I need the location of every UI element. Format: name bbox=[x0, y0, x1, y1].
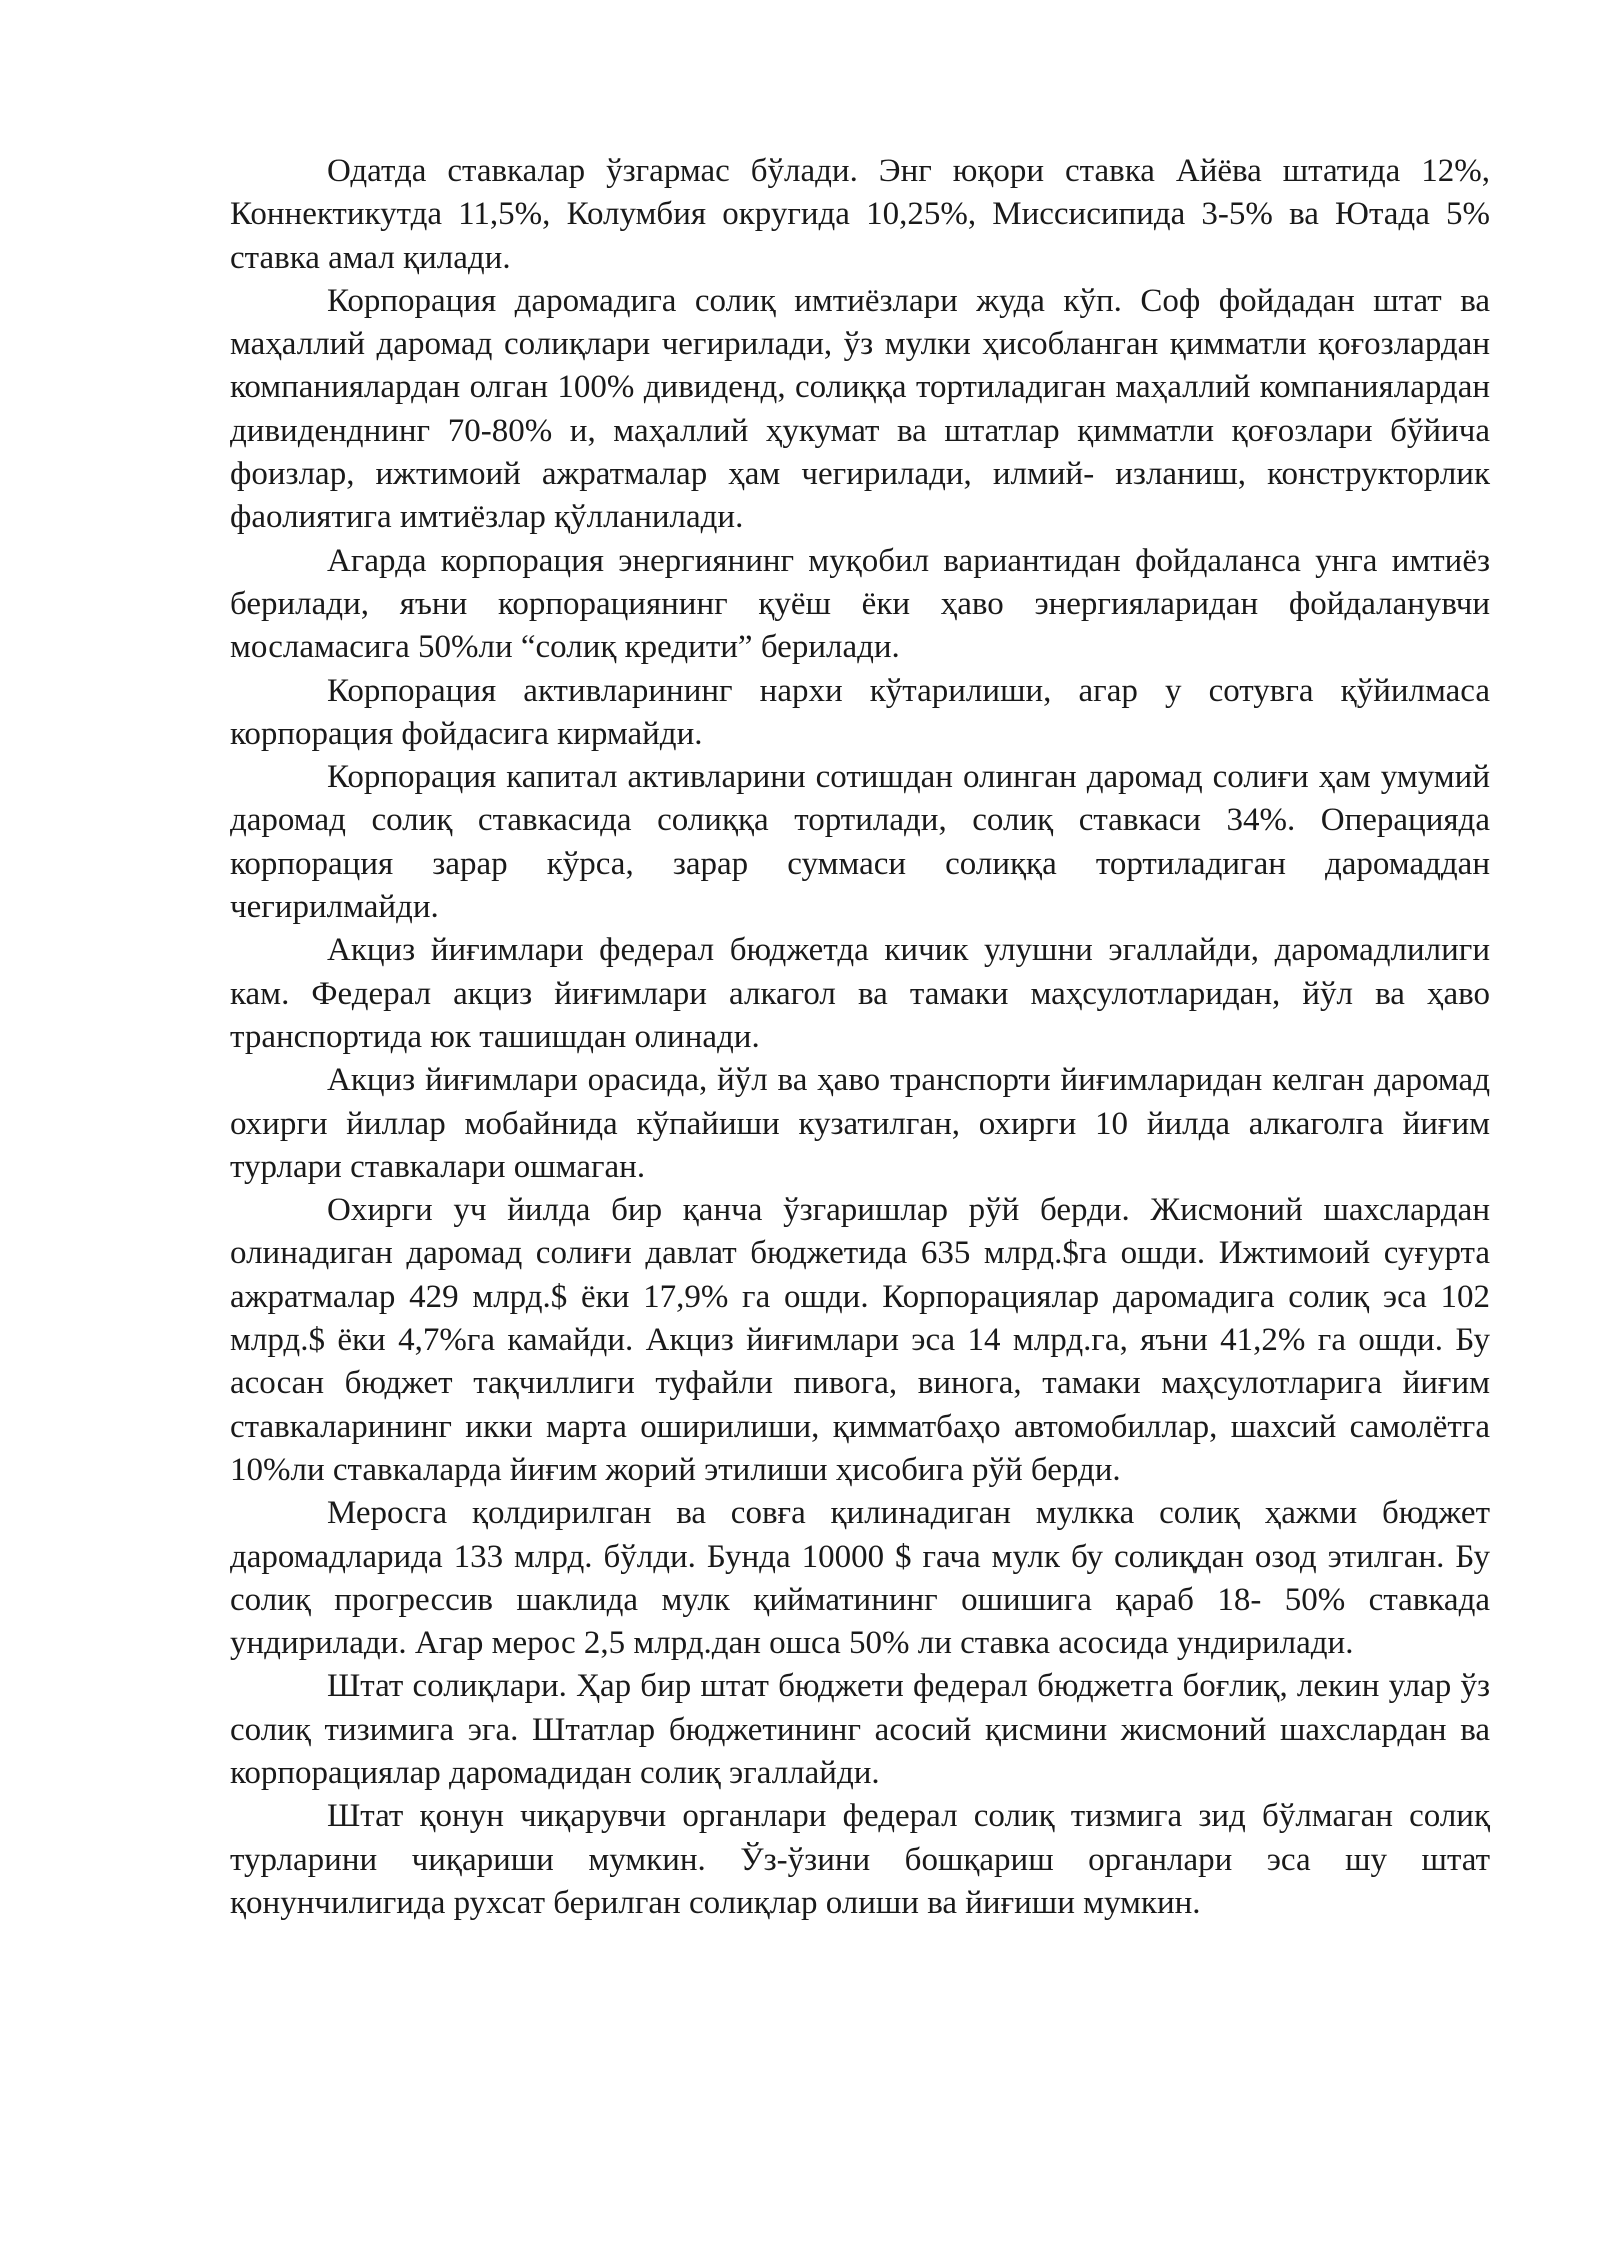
paragraph: Штат солиқлари. Ҳар бир штат бюджети федерал бюджетга боғлиқ, лекин улар ўз солиқ тизимига эга. Штатлар бюджетининг асосий қисмини жисмоний шахслардан ва корпорациялар даромадидан солиқ эгаллайди. bbox=[230, 1668, 1490, 1791]
paragraph: Одатда ставкалар ўзгармас бўлади. Энг юқори ставка Айёва штатида 12%, Коннектикутда 11,5%, Колумбия округида 10,25%, Миссисипида 3-5% ва Ютада 5% ставка амал қилади. bbox=[230, 153, 1490, 276]
paragraph: Корпорация даромадига солиқ имтиёзлари жуда кўп. Соф фойдадан штат ва маҳаллий даромад солиқлари чегирилади, ўз мулки ҳисобланган қимматли қоғозлардан компаниялардан олган 100% дивиденд, солиққа тортиладиган маҳаллий компаниялардан дивиденднинг 70-80% и, маҳаллий ҳукумат ва штатлар қимматли қоғозлари бўйича фоизлар, ижтимоий ажратмалар ҳам чегирилади, илмий- изланиш, конструкторлик фаолиятига имтиёзлар қўлланилади. bbox=[230, 282, 1490, 536]
paragraph: Агарда корпорация энергиянинг муқобил вариантидан фойдаланса унга имтиёз берилади, яъни корпорациянинг қуёш ёки ҳаво энергияларидан фойдаланувчи мосламасига 50%ли “солиқ кредити” берилади. bbox=[230, 542, 1490, 666]
paragraph: Меросга қолдирилган ва совға қилинадиган мулкка солиқ ҳажми бюджет даромадларида 133 млрд. бўлди. Бунда 10000 $ гача мулк бу солиқдан озод этилган. Бу солиқ прогрессив шаклида мулк қийматининг ошишига қараб 18- 50% ставкада ундирилади. Агар мерос 2,5 млрд.дан ошса 50% ли ставка асосида ундирилади. bbox=[230, 1495, 1490, 1662]
paragraph: Штат қонун чиқарувчи органлари федерал солиқ тизмига зид бўлмаган солиқ турларини чиқариши мумкин. Ўз-ўзини бошқариш органлари эса шу штат қонунчилигида рухсат берилган солиқлар олиши ва йиғиши мумкин. bbox=[230, 1798, 1490, 1921]
paragraph: Корпорация капитал активларини сотишдан олинган даромад солиғи ҳам умумий даромад солиқ ставкасида солиққа тортилади, солиқ ставкаси 34%. Операцияда корпорация зарар кўрса, зарар суммаси солиққа тортиладиган даромаддан чегирилмайди. bbox=[230, 759, 1490, 926]
paragraph: Акциз йиғимлари федерал бюджетда кичик улушни эгаллайди, даромадлилиги кам. Федерал акциз йиғимлари алкагол ва тамаки маҳсулотларидан, йўл ва ҳаво транспортида юк ташишдан олинади. bbox=[230, 932, 1490, 1055]
paragraph: Акциз йиғимлари орасида, йўл ва ҳаво транспорти йиғимларидан келган даромад охирги йиллар мобайнида кўпайиши кузатилган, охирги 10 йилда алкаголга йиғим турлари ставкалари ошмаган. bbox=[230, 1062, 1490, 1185]
paragraph: Охирги уч йилда бир қанча ўзгаришлар рўй берди. Жисмоний шахслардан олинадиган даромад солиғи давлат бюджетида 635 млрд.$га ошди. Ижтимоий суғурта ажратмалар 429 млрд.$ ёки 17,9% га ошди. Корпорациялар даромадига солиқ эса 102 млрд.$ ёки 4,7%га камайди. Акциз йиғимлари эса 14 млрд.га, яъни 41,2% га ошди. Бу асосан бюджет тақчиллиги туфайли пивога, винога, тамаки маҳсулотларига йиғим ставкаларининг икки марта оширилиши, қимматбаҳо автомобиллар, шахсий самолётга 10%ли ставкаларда йиғим жорий этилиши ҳисобига рўй берди. bbox=[230, 1192, 1490, 1488]
paragraph: Корпорация активларининг нархи кўтарилиши, агар у сотувга қўйилмаса корпорация фойдасига кирмайди. bbox=[230, 672, 1490, 752]
document-page bbox=[230, 150, 1490, 1925]
